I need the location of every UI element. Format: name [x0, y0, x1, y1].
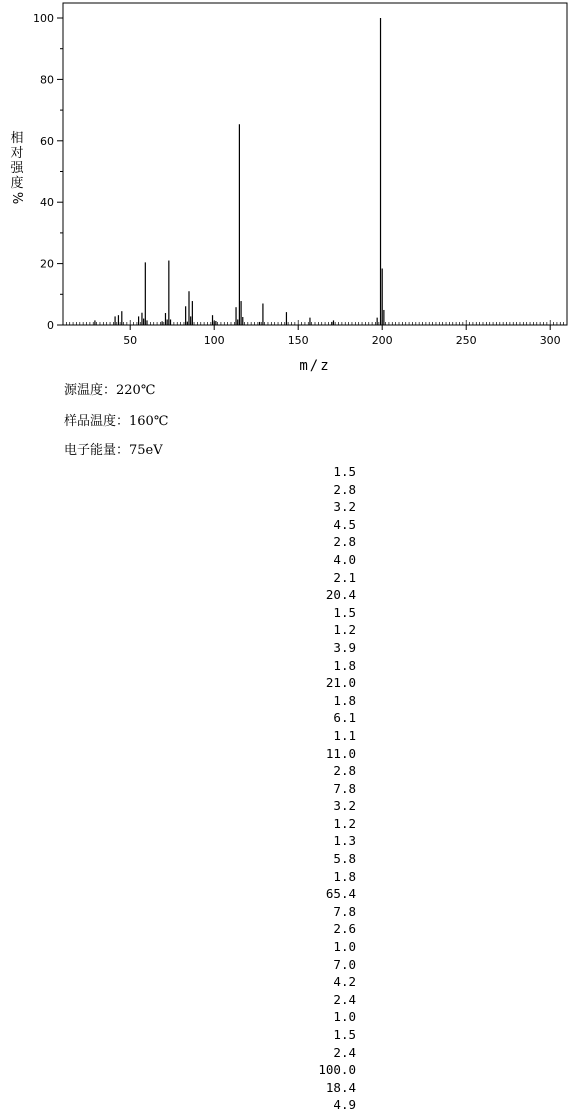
- y-tick-label: 0: [47, 319, 54, 332]
- peak-abundance: 11.0: [325, 745, 356, 761]
- peak-abundance: 6.1: [333, 710, 356, 726]
- peak-abundance: 2.6: [333, 921, 356, 937]
- peak-abundance: 65.4: [325, 886, 356, 902]
- plot-frame: [63, 3, 567, 325]
- y-tick-label: 40: [40, 196, 54, 210]
- peak-abundance: 2.8: [333, 481, 356, 497]
- peak-abundance: 20.4: [325, 587, 356, 603]
- peak-abundance: 1.0: [333, 939, 356, 955]
- mass-spectrum-chart: [0, 0, 570, 380]
- peak-abundance: 1.5: [333, 1027, 356, 1042]
- peak-abundance: 100.0: [318, 1062, 356, 1078]
- peak-abundance: 2.4: [333, 1044, 356, 1060]
- x-tick-label: 50: [123, 334, 138, 347]
- peak-abundance: 1.8: [333, 657, 356, 673]
- peak-abundance: 1.5: [333, 604, 356, 620]
- sample-temperature: 样品温度：160℃: [64, 414, 169, 429]
- peak-abundance: 1.0: [333, 1009, 356, 1025]
- x-tick-label: 100: [203, 334, 225, 347]
- peak-abundance: 2.8: [333, 763, 356, 779]
- y-axis: [33, 12, 63, 332]
- y-axis-label: [9, 130, 24, 204]
- peak-abundance: 1.2: [333, 815, 356, 831]
- y-tick-label: 100: [33, 12, 54, 25]
- y-label-char: 对: [10, 146, 24, 161]
- y-tick-label: 20: [40, 257, 54, 271]
- y-label-char: 度: [10, 176, 24, 191]
- plot-border: [63, 3, 567, 325]
- peak-abundance: 3.9: [333, 639, 356, 655]
- peak-abundance: 3.2: [333, 499, 356, 515]
- x-tick-label: 250: [455, 334, 477, 347]
- peak-abundance: 1.5: [333, 464, 356, 479]
- peak-abundance: 2.8: [333, 534, 356, 550]
- peak-abundance: 1.8: [333, 868, 356, 884]
- peak-abundance: 7.8: [333, 780, 356, 796]
- y-label-char: 相: [10, 131, 24, 146]
- peak-abundance: 5.8: [333, 851, 356, 867]
- peak-abundance: 1.8: [333, 692, 356, 708]
- peak-abundance: 21.0: [325, 675, 356, 691]
- x-tick-label: 300: [539, 334, 561, 347]
- peak-abundance: 2.4: [333, 991, 356, 1007]
- spectrum-bars: [95, 18, 384, 325]
- peak-abundance: 3.2: [333, 798, 356, 814]
- y-label-char: %: [9, 191, 24, 205]
- peak-abundance: 7.0: [333, 956, 356, 972]
- peak-abundance: 1.3: [333, 833, 356, 849]
- peak-abundance: 4.0: [333, 551, 356, 567]
- source-temperature: 源温度：220℃: [64, 383, 156, 398]
- x-axis: [123, 325, 561, 347]
- minor-ticks: [66, 320, 563, 325]
- peak-abundance: 18.4: [325, 1079, 356, 1095]
- peak-abundance: 2.1: [333, 569, 356, 585]
- y-label-char: 强: [10, 161, 24, 176]
- x-tick-label: 200: [371, 334, 393, 347]
- peak-abundance: 4.2: [333, 974, 356, 990]
- x-axis-label: m/z: [299, 358, 331, 374]
- peak-abundance: 4.5: [333, 516, 356, 532]
- x-tick-label: 150: [287, 334, 309, 347]
- electron-energy: 电子能量：75eV: [64, 443, 163, 458]
- peak-abundance: 7.8: [333, 903, 356, 919]
- peak-abundance: 4.9: [333, 1097, 356, 1113]
- peak-abundance: 1.1: [333, 727, 356, 743]
- y-tick-label: 80: [40, 73, 54, 87]
- y-tick-label: 60: [40, 134, 54, 148]
- peak-abundance: 1.2: [333, 622, 356, 638]
